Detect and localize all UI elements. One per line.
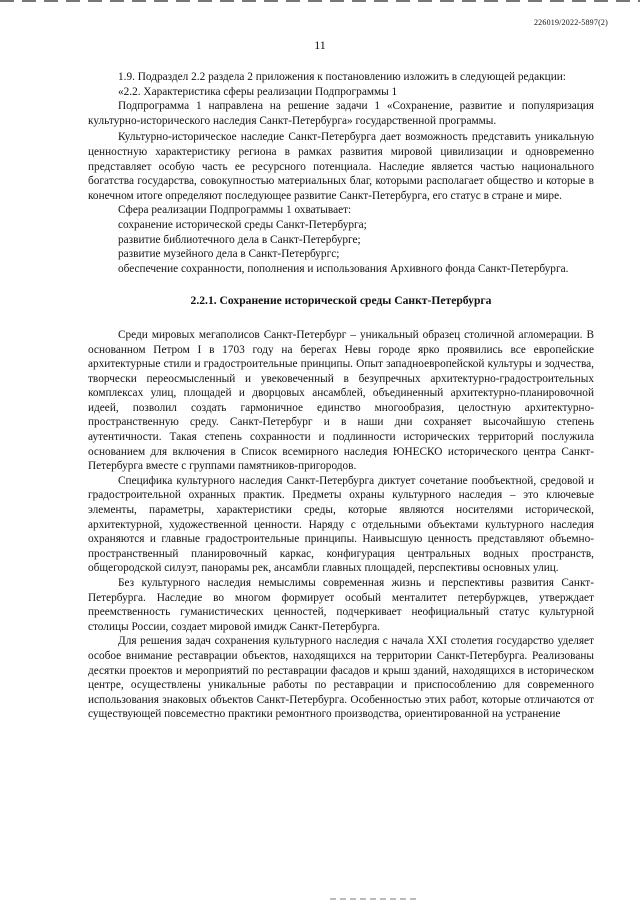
paragraph-heritage: Культурно-историческое наследие Санкт-Петербурга дает возможность представить уникальную ценностную характеристику региона в рамках развития мировой цивилизации и одновременно представляет особую часть ее ресурсного потенциала. Наследие является частью национального богатства государства, совокупностью материальных благ, которыми располагает общество и которые в конечном итоге определяют последующее развитие Санкт-Петербурга, его статус в стране и мире. (88, 131, 594, 202)
document-number: 226019/2022-5897(2) (533, 18, 608, 27)
paragraph-section-title: «2.2. Характеристика сферы реализации Подпрограммы 1 (118, 85, 398, 98)
paragraph-scope-intro: Сфера реализации Подпрограммы 1 охватывает: (118, 204, 352, 217)
paragraph-megapolis: Среди мировых мегаполисов Санкт-Петербург – уникальный образец столичной агломерации. В основанном Петром I в 1703 году на берегах Невы городе ярко проявились все европейские архитектурные стили и градостроительные принципы. Опыт западноевропейской культуры и зодчества, творчески переосмысленный и увековеченный в безупречных архитектурно-градостроительных комплексах улиц, площадей и дворцовых ансамблей, объединенный архитектурно-планировочной идеей, позволил создать гармоничное единство многообразия, целостную архитектурно-пространственную среду. Санкт-Петербург и в наши дни сохраняет высочайшую степень аутентичности. Такая степень сохранности и подлинности исторических территорий послужила основанием для включения в Список всемирного наследия ЮНЕСКО исторического центра Санкт-Петербурга вместе с группами памятников-пригородов. (88, 328, 594, 473)
bottom-scan-mark (330, 898, 420, 900)
paragraph-specifics: Специфика культурного наследия Санкт-Петербурга диктует сочетание пообъектной, средовой и градостроительной охранных практик. Предметы охраны культурного наследия – это ключевые элементы, параметры, характеристики среды, которые являются носителями исторической, архитектурной, художественной ценности. Наряду с отдельными объектами культурного наследия охраняются и главные градостроительные принципы. Наивысшую ценность представляют объемно-пространственный планировочный каркас, конфигурация центральных водных пространств, общегородской силуэт, панорамы рек, ансамбли главных площадей, перспективы основных улиц. (88, 474, 594, 575)
list-item-libraries: развитие библиотечного дела в Санкт-Петербурге; (118, 233, 361, 246)
page-number: 11 (314, 38, 326, 52)
list-item-archive: обеспечение сохранности, пополнения и использования Архивного фонда Санкт-Петербурга. (118, 262, 569, 275)
section-heading: 2.2.1. Сохранение исторической среды Санкт-Петербурга (190, 294, 492, 308)
paragraph-mentality: Без культурного наследия немыслимы современная жизнь и перспективы развития Санкт-Петербурга. Наследие во многом формирует особый менталитет петербуржцев, утверждает преемственность гуманистических ценностей, подчеркивает неофициальный статус культурной столицы России, создает мировой имидж Санкт-Петербурга. (88, 577, 594, 633)
top-scan-line (0, 0, 640, 2)
document-body (88, 70, 594, 722)
list-item-museums: развитие музейного дела в Санкт-Петербургс; (118, 248, 340, 261)
list-item-historic-environment: сохранение исторической среды Санкт-Петербурга; (118, 218, 367, 231)
paragraph-amendment: 1.9. Подраздел 2.2 раздела 2 приложения к постановлению изложить в следующей редакции: (118, 71, 566, 83)
paragraph-subprogram: Подпрограмма 1 направлена на решение задачи 1 «Сохранение, развитие и популяризация культурно-исторического наследия Санкт-Петербурга» государственной программы. (88, 100, 594, 127)
paragraph-restoration: Для решения задач сохранения культурного наследия с начала XXI столетия государство уделяет особое внимание реставрации объектов, находящихся на территории Санкт-Петербурга. Реализованы десятки проектов и мероприятий по реставрации фасадов и крыш зданий, находящихся в историческом центре, осуществлены уникальные работы по реставрации и приспособлению для современного использования знаковых объектов Санкт-Петербурга. Особенностью этих работ, которые отличаются от существующей повсеместно практики ремонтного производства, ориентированной на устранение (88, 635, 594, 721)
